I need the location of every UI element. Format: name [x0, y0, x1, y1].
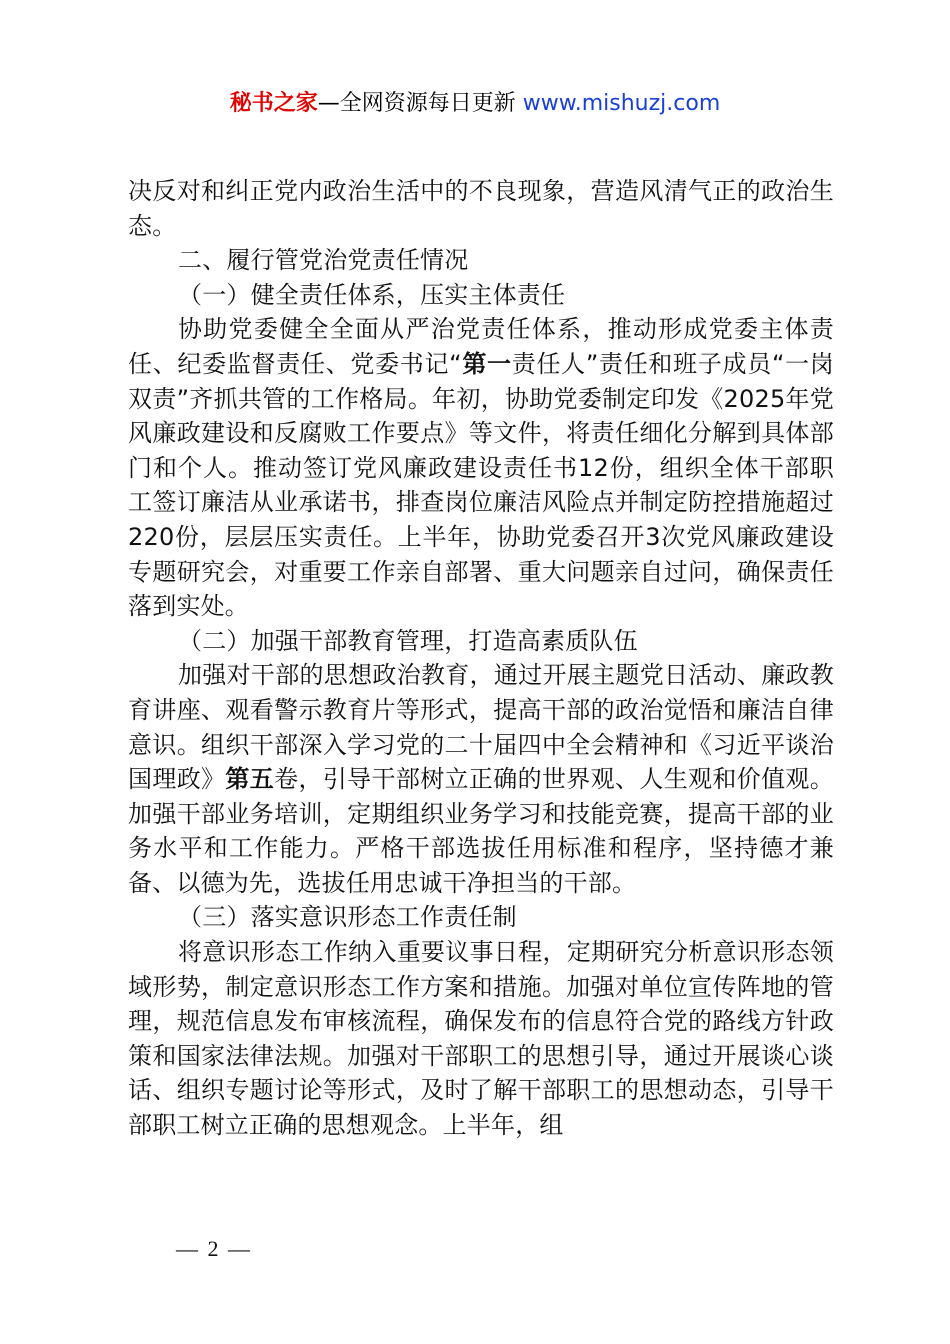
bold-text-run: 第五: [225, 765, 275, 794]
text-run: 卷，引导干部树立正确的世界观、人生观和价值观。加强干部业务培训，定期组织业务学习和技能竞赛，提高干部的业务水平和工作能力。严格干部选拔任用标准和程序，坚持德才兼备、以德为先，选拔任用忠诚干净担当的干部。: [128, 765, 834, 897]
paragraph-responsibility: [128, 312, 834, 623]
paragraph-continuation: 决反对和纠正党内政治生活中的不良现象，营造风清气正的政治生态。: [128, 177, 834, 240]
text-run: 责任人”责任和班子成员“一岗双责”齐抓共管的工作格局。年初，协助党委制定印发《2025年党风廉政建设和反腐败工作要点》等文件，将责任细化分解到具体部门和个人。推动签订党风廉政建设责任书12份，组织全体干部职工签订廉洁从业承诺书，排查岗位廉洁风险点并制定防控措施超过220份，层层压实责任。上半年，协助党委召开3次党风廉政建设专题研究会，对重要工作亲自部署、重大问题亲自过问，确保责任落到实处。: [128, 349, 835, 621]
subsection-heading-3: （三）落实意识形态工作责任制: [178, 903, 517, 932]
banner-tagline: —全网资源每日更新: [317, 91, 523, 116]
subsection-heading-1: （一）健全责任体系，压实主体责任: [178, 280, 566, 309]
page-number: — 2 —: [176, 1236, 252, 1261]
site-banner: [0, 86, 950, 122]
section-heading: 二、履行管党治党责任情况: [178, 246, 469, 275]
subsection-heading-2: （二）加强干部教育管理，打造高素质队伍: [178, 626, 638, 655]
bold-text-run: 第一: [461, 349, 512, 378]
paragraph-education: [128, 658, 834, 900]
brand-name: 秘书之家: [229, 91, 318, 116]
site-url-link[interactable]: www.mishuzj.com: [522, 91, 721, 116]
document-body: [128, 174, 834, 1143]
paragraph-ideology: 将意识形态工作纳入重要议事日程，定期研究分析意识形态领域形势，制定意识形态工作方案和措施。加强对单位宣传阵地的管理，规范信息发布审核流程，确保发布的信息符合党的路线方针政策和国家法律法规。加强对干部职工的思想引导，通过开展谈心谈话、组织专题讨论等形式，及时了解干部职工的思想动态，引导干部职工树立正确的思想观念。上半年，组: [128, 938, 834, 1140]
text-run: 加强对干部的思想政治教育，通过开展主题党日活动、廉政教育讲座、观看警示教育片等形式，提高干部的政治觉悟和廉洁自律意识。组织干部深入学习党的二十届四中全会精神和《习近平谈治国理政》: [128, 661, 834, 794]
text-run: 协助党委健全全面从严治党责任体系，推动形成党委主体责任、纪委监督责任、党委书记“: [128, 315, 834, 378]
